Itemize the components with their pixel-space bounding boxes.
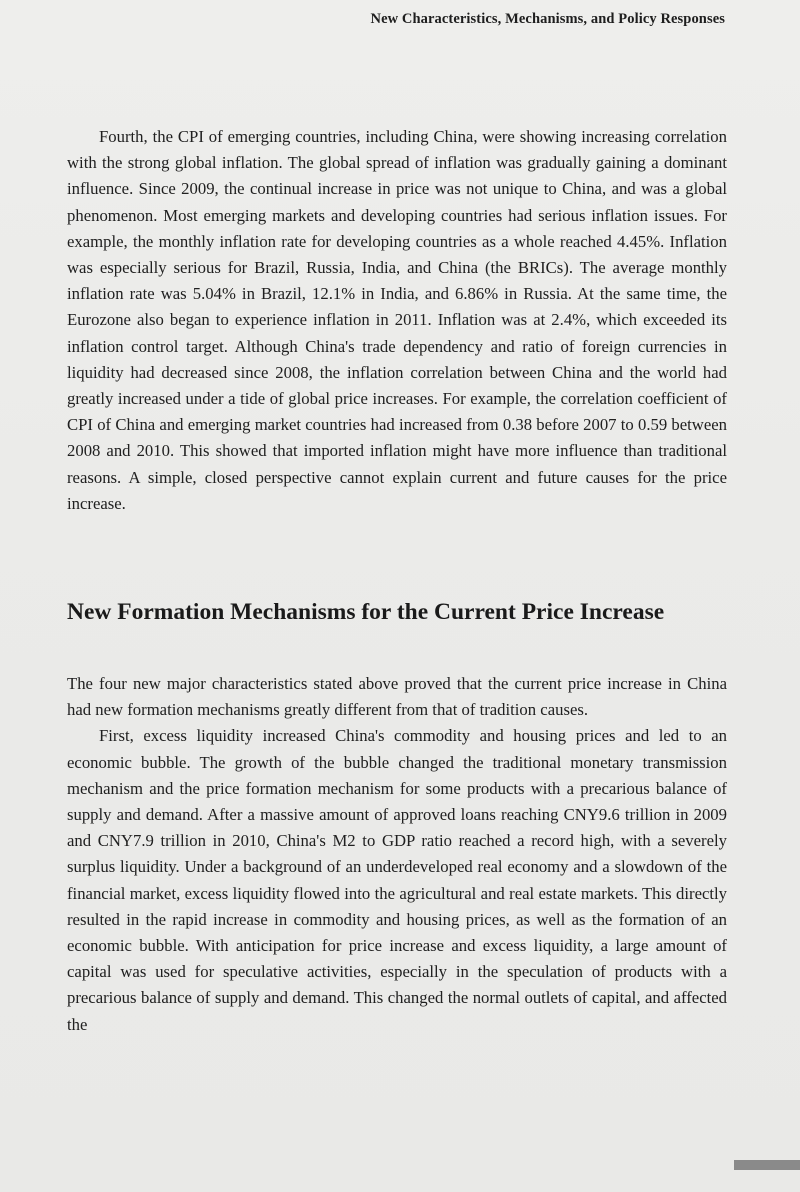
body-text-block <box>67 671 727 1038</box>
section-heading: New Formation Mechanisms for the Current Price Increase <box>67 599 665 625</box>
paragraph-intro: The four new major characteristics stated above proved that the current price increase in China had new formation mechanisms greatly different from that of tradition causes. <box>67 674 727 720</box>
page-tab-marker <box>734 1160 800 1170</box>
body-text-block <box>67 124 727 517</box>
paragraph-fourth-cpi: Fourth, the CPI of emerging countries, including China, were showing increasing correlation with the strong global inflation. The global spread of inflation was gradually gaining a dominant influence. Since 2009, the continual increase in price was not unique to China, and was a global phenomenon. Most emerging markets and developing countries had serious inflation issues. For example, the monthly inflation rate for developing countries as a whole reached 4.45%. Inflation was especially serious for Brazil, Russia, India, and China (the BRICs). The average monthly inflation rate was 5.04% in Brazil, 12.1% in India, and 6.86% in Russia. At the same time, the Eurozone also began to experience inflation in 2011. Inflation was at 2.4%, which exceeded its inflation control target. Although China's trade dependency and ratio of foreign currencies in liquidity had decreased since 2008, the inflation correlation between China and the world had greatly increased under a tide of global price increases. For example, the correlation coefficient of CPI of China and emerging market countries had increased from 0.38 before 2007 to 0.59 between 2008 and 2010. This showed that imported inflation might have more influence than traditional reasons. A simple, closed perspective cannot explain current and future causes for the price increase. <box>67 127 727 513</box>
paragraph-first-excess-liquidity: First, excess liquidity increased China's commodity and housing prices and led to an economic bubble. The growth of the bubble changed the traditional monetary transmission mechanism and the price formation mechanism for some products with a precarious balance of supply and demand. After a massive amount of approved loans reaching CNY9.6 trillion in 2009 and CNY7.9 trillion in 2010, China's M2 to GDP ratio reached a record high, with a severely surplus liquidity. Under a background of an underdeveloped real economy and a slowdown of the financial market, excess liquidity flowed into the agricultural and real estate markets. This directly resulted in the rapid increase in commodity and housing prices, as well as the formation of an economic bubble. With anticipation for price increase and excess liquidity, a large amount of capital was used for speculative activities, especially in the speculation of products with a precarious balance of supply and demand. This changed the normal outlets of capital, and affected the <box>67 726 727 1034</box>
running-header-title: New Characteristics, Mechanisms, and Policy Responses <box>370 11 725 27</box>
